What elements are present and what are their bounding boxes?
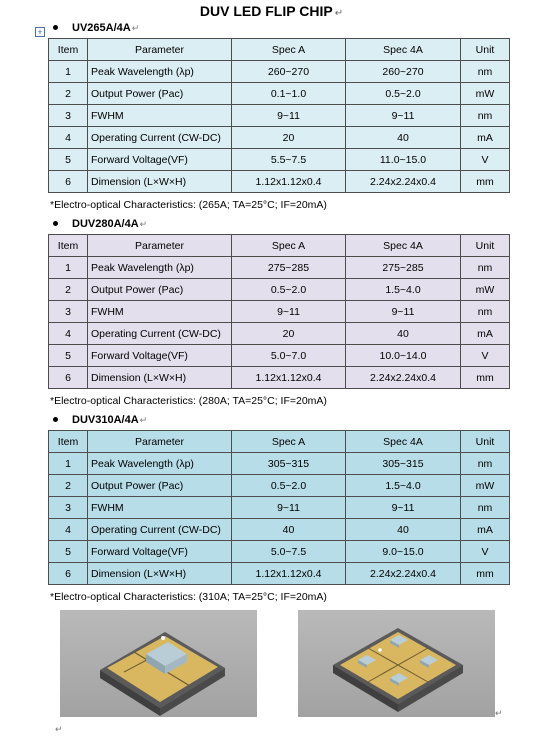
cell-spec-a: 9~11: [232, 497, 346, 519]
cell-spec-a: 1.12x1.12x0.4: [232, 563, 346, 585]
table-header-row: [49, 235, 510, 257]
col-spec-4a-header: Spec 4A: [346, 39, 461, 61]
table-row: [49, 127, 510, 149]
cell-item: 3: [49, 105, 88, 127]
cell-item: 2: [49, 279, 88, 301]
cell-spec-4a: 9.0~15.0: [346, 541, 461, 563]
cell-parameter: Output Power (Pac): [88, 279, 232, 301]
table-row: [49, 61, 510, 83]
cell-parameter: Dimension (L×W×H): [88, 563, 232, 585]
cell-spec-a: 5.0~7.0: [232, 345, 346, 367]
cell-unit: mA: [461, 323, 510, 345]
cell-spec-4a: 11.0~15.0: [346, 149, 461, 171]
col-spec-a-header: Spec A: [232, 39, 346, 61]
cell-spec-4a: 2.24x2.24x0.4: [346, 563, 461, 585]
cell-item: 5: [49, 149, 88, 171]
cell-spec-a: 305~315: [232, 453, 346, 475]
table-move-handle-icon[interactable]: +: [35, 27, 45, 37]
table-row: [49, 367, 510, 389]
cell-spec-4a: 2.24x2.24x0.4: [346, 367, 461, 389]
cell-unit: V: [461, 149, 510, 171]
section-heading-uv265: UV265A/4A↵: [53, 22, 139, 34]
col-unit-header: Unit: [461, 39, 510, 61]
cell-item: 2: [49, 83, 88, 105]
cell-spec-4a: 260~270: [346, 61, 461, 83]
cell-spec-a: 1.12x1.12x0.4: [232, 171, 346, 193]
cell-spec-a: 5.0~7.5: [232, 541, 346, 563]
note-uv265: *Electro-optical Characteristics: (265A; TA=25°C; IF=20mA): [50, 199, 327, 211]
cell-parameter: Operating Current (CW-DC): [88, 323, 232, 345]
cell-item: 6: [49, 171, 88, 193]
cell-item: 3: [49, 301, 88, 323]
cell-item: 3: [49, 497, 88, 519]
cell-parameter: FWHM: [88, 105, 232, 127]
paragraph-mark-icon: ↵: [55, 724, 63, 734]
table-row: [49, 301, 510, 323]
col-item-header: Item: [49, 235, 88, 257]
cell-parameter: Peak Wavelength (λp): [88, 453, 232, 475]
cell-spec-4a: 40: [346, 323, 461, 345]
cell-unit: mm: [461, 367, 510, 389]
table-row: [49, 541, 510, 563]
cell-item: 4: [49, 127, 88, 149]
cell-item: 4: [49, 323, 88, 345]
spec-table-duv280: [48, 234, 510, 389]
cell-unit: mW: [461, 279, 510, 301]
table-row: [49, 345, 510, 367]
cell-spec-4a: 40: [346, 127, 461, 149]
table-row: [49, 519, 510, 541]
cell-spec-a: 9~11: [232, 105, 346, 127]
cell-unit: nm: [461, 61, 510, 83]
cell-unit: mm: [461, 563, 510, 585]
table-header-row: [49, 431, 510, 453]
cell-parameter: FWHM: [88, 497, 232, 519]
cell-spec-4a: 275~285: [346, 257, 461, 279]
cell-parameter: Dimension (L×W×H): [88, 367, 232, 389]
cell-item: 1: [49, 453, 88, 475]
cell-item: 5: [49, 345, 88, 367]
cell-spec-a: 0.5~2.0: [232, 279, 346, 301]
cell-spec-4a: 40: [346, 519, 461, 541]
cell-spec-4a: 9~11: [346, 497, 461, 519]
cell-spec-4a: 10.0~14.0: [346, 345, 461, 367]
cell-parameter: Output Power (Pac): [88, 475, 232, 497]
cell-spec-4a: 9~11: [346, 301, 461, 323]
cell-unit: nm: [461, 453, 510, 475]
cell-item: 1: [49, 257, 88, 279]
cell-spec-4a: 305~315: [346, 453, 461, 475]
cell-spec-a: 1.12x1.12x0.4: [232, 367, 346, 389]
cell-item: 2: [49, 475, 88, 497]
paragraph-mark-icon: ↵: [495, 708, 503, 718]
table-row: [49, 497, 510, 519]
cell-unit: mm: [461, 171, 510, 193]
note-duv310: *Electro-optical Characteristics: (310A; TA=25°C; IF=20mA): [50, 591, 327, 603]
col-spec-a-header: Spec A: [232, 431, 346, 453]
cell-unit: nm: [461, 301, 510, 323]
col-unit-header: Unit: [461, 235, 510, 257]
cell-spec-4a: 0.5~2.0: [346, 83, 461, 105]
note-duv280: *Electro-optical Characteristics: (280A; TA=25°C; IF=20mA): [50, 395, 327, 407]
cell-spec-a: 40: [232, 519, 346, 541]
cell-item: 4: [49, 519, 88, 541]
section-heading-duv310: DUV310A/4A↵: [53, 414, 147, 426]
spec-table-duv310: [48, 430, 510, 585]
table-row: [49, 563, 510, 585]
cell-spec-a: 20: [232, 127, 346, 149]
col-item-header: Item: [49, 39, 88, 61]
table-row: [49, 279, 510, 301]
cell-spec-4a: 1.5~4.0: [346, 279, 461, 301]
table-row: [49, 475, 510, 497]
cell-unit: mA: [461, 519, 510, 541]
cell-spec-a: 0.5~2.0: [232, 475, 346, 497]
cell-spec-a: 20: [232, 323, 346, 345]
cell-unit: V: [461, 541, 510, 563]
cell-spec-a: 9~11: [232, 301, 346, 323]
col-item-header: Item: [49, 431, 88, 453]
cell-parameter: Forward Voltage(VF): [88, 149, 232, 171]
cell-spec-a: 0.1~1.0: [232, 83, 346, 105]
cell-parameter: Peak Wavelength (λp): [88, 257, 232, 279]
cell-parameter: FWHM: [88, 301, 232, 323]
table-row: [49, 171, 510, 193]
table-row: [49, 453, 510, 475]
cell-spec-a: 5.5~7.5: [232, 149, 346, 171]
cell-parameter: Forward Voltage(VF): [88, 345, 232, 367]
cell-spec-a: 275~285: [232, 257, 346, 279]
cell-parameter: Operating Current (CW-DC): [88, 127, 232, 149]
cell-unit: nm: [461, 105, 510, 127]
cell-spec-4a: 9~11: [346, 105, 461, 127]
bullet-icon: [53, 221, 58, 226]
cell-unit: mW: [461, 83, 510, 105]
col-spec-4a-header: Spec 4A: [346, 431, 461, 453]
cell-parameter: Forward Voltage(VF): [88, 541, 232, 563]
document-title: DUV LED FLIP CHIP ↵: [199, 3, 344, 19]
table-row: [49, 257, 510, 279]
cell-unit: nm: [461, 257, 510, 279]
table-row: [49, 83, 510, 105]
table-row: [49, 149, 510, 171]
cell-spec-a: 260~270: [232, 61, 346, 83]
bullet-icon: [53, 417, 58, 422]
cell-item: 6: [49, 563, 88, 585]
cell-item: 1: [49, 61, 88, 83]
col-spec-4a-header: Spec 4A: [346, 235, 461, 257]
cell-unit: mA: [461, 127, 510, 149]
single-chip-photo: [60, 610, 257, 717]
cell-spec-4a: 1.5~4.0: [346, 475, 461, 497]
cell-spec-4a: 2.24x2.24x0.4: [346, 171, 461, 193]
cell-unit: nm: [461, 497, 510, 519]
cell-parameter: Dimension (L×W×H): [88, 171, 232, 193]
table-row: [49, 105, 510, 127]
cell-unit: V: [461, 345, 510, 367]
col-unit-header: Unit: [461, 431, 510, 453]
cell-parameter: Operating Current (CW-DC): [88, 519, 232, 541]
table-header-row: [49, 39, 510, 61]
col-parameter-header: Parameter: [88, 39, 232, 61]
col-parameter-header: Parameter: [88, 235, 232, 257]
cell-item: 6: [49, 367, 88, 389]
col-parameter-header: Parameter: [88, 431, 232, 453]
section-heading-duv280: DUV280A/4A↵: [53, 218, 147, 230]
spec-table-uv265: [48, 38, 510, 193]
cell-parameter: Output Power (Pac): [88, 83, 232, 105]
cell-parameter: Peak Wavelength (λp): [88, 61, 232, 83]
col-spec-a-header: Spec A: [232, 235, 346, 257]
bullet-icon: [53, 25, 58, 30]
cell-unit: mW: [461, 475, 510, 497]
cell-item: 5: [49, 541, 88, 563]
table-row: [49, 323, 510, 345]
quad-chip-photo: [298, 610, 495, 717]
